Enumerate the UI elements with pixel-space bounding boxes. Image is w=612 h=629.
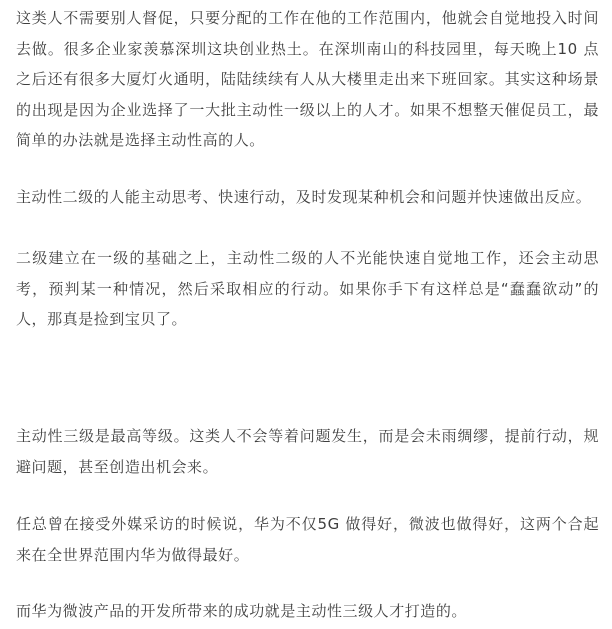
paragraph-level-one-description: 这类人不需要别人督促，只要分配的工作在他的工作范围内，他就会自觉地投入时间去做。很多企业家羡慕深圳这块创业热土。在深圳南山的科技园里，每天晚上10 点之后还有很多大厦灯火通明，陆陆续续有人从大楼里走出来下班回家。其实这种场景的出现是因为企业选择了一大批主动性一级以上的人才。如果不想整天催促员工，最简单的办法就是选择主动性高的人。 — [16, 9, 599, 149]
paragraph-level-two-detail: 二级建立在一级的基础之上，主动性二级的人不光能快速自觉地工作，还会主动思考，预判某一种情况，然后采取相应的行动。如果你手下有这样总是“蠢蠢欲动”的人，那真是捡到宝贝了。 — [16, 249, 599, 328]
paragraph-huawei-interview: 任总曾在接受外媒采访的时候说，华为不仅5G 做得好，微波也做得好，这两个合起来在全世界范围内华为做得最好。 — [16, 515, 599, 564]
paragraph-level-two-intro: 主动性二级的人能主动思考、快速行动，及时发现某种机会和问题并快速做出反应。 — [16, 188, 592, 206]
paragraph-level-three-intro: 主动性三级是最高等级。这类人不会等着问题发生，而是会未雨绸缪，提前行动，规避问题，甚至创造出机会来。 — [16, 427, 599, 476]
paragraph-huawei-microwave: 而华为微波产品的开发所带来的成功就是主动性三级人才打造的。 — [16, 602, 467, 620]
